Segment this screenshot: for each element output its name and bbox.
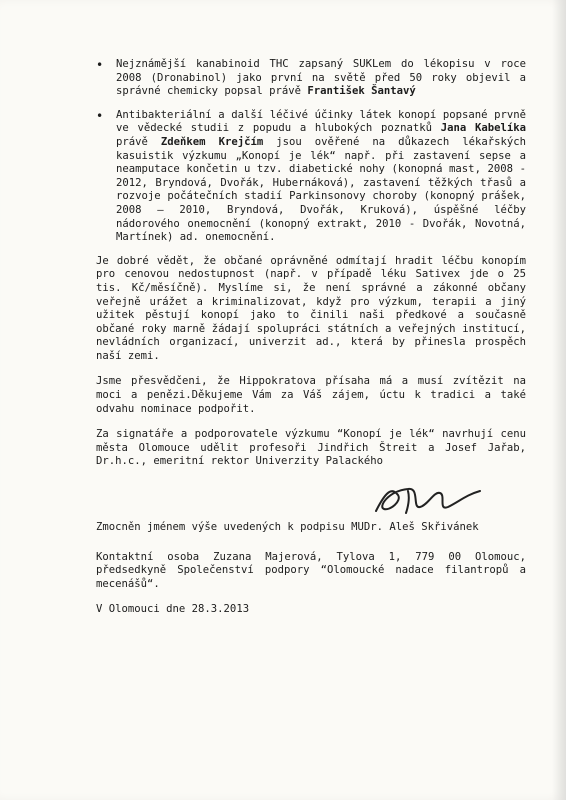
authorized-signatory: Zmocněn jménem výše uvedených k podpisu MUDr. Aleš Skřivánek bbox=[96, 521, 479, 534]
bullet-text-tail: jsou ověřené na důkazech lékařských kasuistik výzkumu „Konopí je lék“ např. při zastavení sepse a neamputace končetin u tzv. diabetické nohy (konopná mast, 2008 - 2012, Bryndová, Dvořák, Hubernáková), zastavení těžkých třasů a rozvoje počátečních stadií Parkinsonovy choroby (konopný prášek, 2008 – 2010, Bryndová, Dvořák, Kruková), úspěšné léčby nádorového onemocnění (konopný extrakt, 2010 - Dvořák, Novotná, Martínek) ad. onemocnění. bbox=[116, 135, 526, 244]
bullet-dot-icon: • bbox=[96, 108, 104, 123]
bullet-text: Nejznámější kanabinoid THC zapsaný SUKLem do lékopisu v roce 2008 (Dronabinol) jako první na světě před 50 roky objevil a správné chemicky popsal právě bbox=[116, 58, 526, 98]
letter-body bbox=[96, 58, 526, 633]
place-and-date: V Olomouci dne 28.3.2013 bbox=[96, 603, 250, 616]
bullet-list bbox=[96, 58, 526, 245]
paragraph-costs-and-cooperation: Je dobré vědět, že občané oprávněné odmítají hradit léčbu konopím pro cenovou nedostupnost (např. v případě léku Sativex jde o 25 tis. Kč/měsíčně). Myslíme si, že není správné a zákonné občany veřejně urážet a kriminalizovat, když pro výzkum, terapii a jiný užitek pěstují konopí jako to činili naši předkové a současně občané roky marně žádají spolupráci státních a veřejných institucí, nevládních organizací, univerzit ad., která by přinesla prospěch naší zemi. bbox=[96, 254, 526, 362]
signature-area bbox=[96, 481, 526, 521]
bullet-text: Antibakteriální a další léčivé účinky látek konopí popsané prvně ve vědecké studii z popudu a hlubokých poznatků bbox=[116, 108, 526, 135]
paragraph-hippocratic-oath: Jsme přesvědčeni, že Hippokratova přísaha má a musí zvítězit na moci a penězi.Děkujeme Vám za Váš zájem, úctu k tradici a také odvahu nominace podpořit. bbox=[96, 375, 526, 415]
contact-person: Kontaktní osoba Zuzana Majerová, Tylova 1, 779 00 Olomouc, předsedkyně Společenství podpory “Olomoucké nadace filantropů a mecenášů“. bbox=[96, 550, 526, 590]
bullet-item-kabelik-krejci bbox=[96, 109, 526, 245]
paragraph-nominators: Za signatáře a podporovatele výzkumu “Konopí je lék“ navrhují cenu města Olomouce udělit profesoři Jindřich Štreit a Josef Jařab, Dr.h.c., emeritní rektor Univerzity Palackého bbox=[96, 428, 526, 468]
bullet-text-connector: právě bbox=[116, 135, 161, 148]
name-frantisek-santavy: František Šantavý bbox=[307, 85, 416, 98]
bullet-item-santavy bbox=[96, 58, 526, 99]
handwritten-signature bbox=[368, 481, 488, 521]
page-edge-shadow bbox=[552, 0, 566, 800]
name-zdenek-krejci: Zdeňkem Krejčím bbox=[160, 135, 264, 148]
name-jan-kabelik: Jana Kabelíka bbox=[440, 122, 526, 135]
bullet-dot-icon: • bbox=[96, 58, 104, 72]
